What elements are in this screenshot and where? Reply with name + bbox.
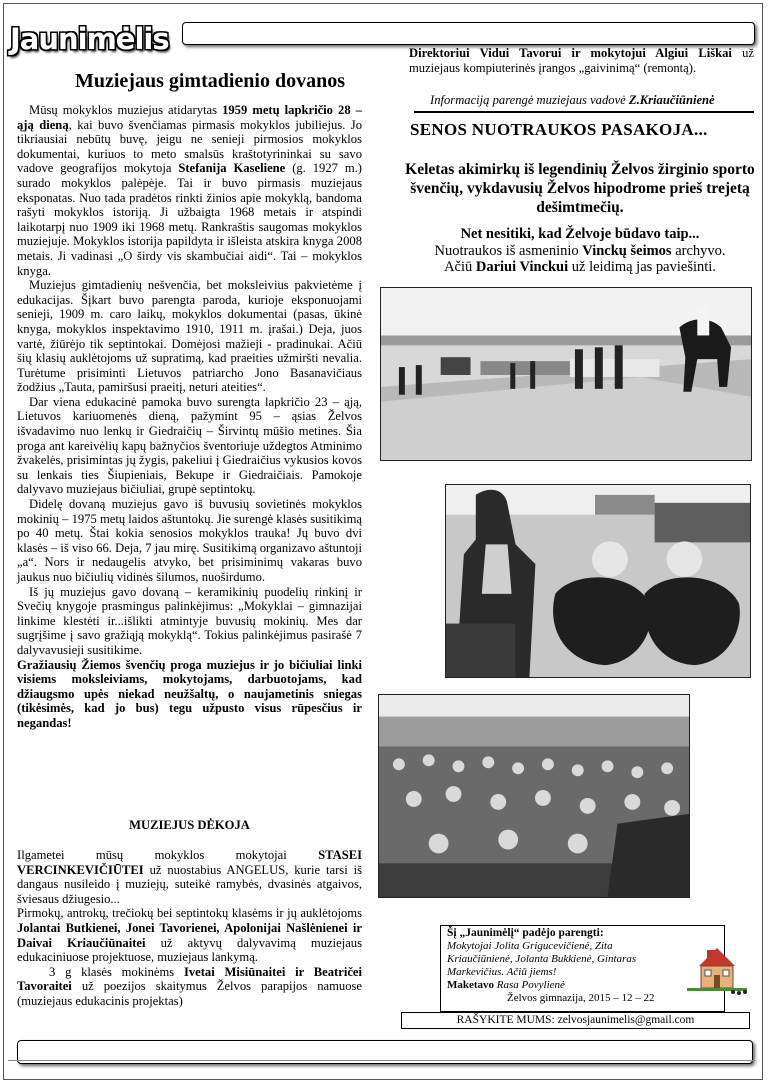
school-date: Želvos gimnazija, 2015 – 12 – 22 — [507, 992, 655, 1004]
text-segment: Stefanija Kaseliene — [178, 161, 286, 176]
info-credit — [430, 93, 760, 108]
layout-name: Rasa Povylienė — [496, 979, 565, 991]
photo-wreaths — [445, 484, 751, 678]
layout-label: Maketavo — [447, 979, 495, 991]
note-3 — [405, 259, 755, 276]
divider-rule — [414, 111, 754, 113]
note-1: Net nesitiki, kad Želvoje būdavo taip... — [460, 226, 700, 242]
thanks-1 — [17, 848, 362, 906]
credits-title: Šį „Jaunimėlį“ padėjo parengti: — [447, 927, 604, 939]
thanks-2 — [17, 906, 362, 964]
text-segment: už nuostabius ANGELUS, kurie tarsi iš dangaus nusileido į muziejų, suteikė ramybės, dvasinės atgaivos, šviesaus džiugesio... — [17, 862, 362, 906]
text-segment: už leidimą jas paviešinti. — [568, 259, 716, 275]
text-segment: STASEI VERCINKEVIČIŪTEI — [17, 848, 362, 877]
paragraph-wishes: Gražiausių Žiemos švenčių proga muziejus ir jo bičiuliai linki visiems moksleiviams, mokytojams, darbuotojams, kad džiaugsmo upės niekad neužšaltų, o naujametinis sniegas (tikėsimės, kad jo bus) tegu užpusto visus rūpesčius ir negandas! — [17, 657, 362, 730]
text-segment: už poezijos skaitymus Želvos parapijos namuose (muziejaus edukacinis projektas) — [17, 979, 362, 1008]
text-segment: Vinckų šeimos — [582, 242, 672, 259]
contact-email: RAŠYKITE MUMS: zelvosjaunimelis@gmail.com — [401, 1012, 750, 1029]
text-segment: 1959 metų lapkričio 28 – ąją dieną — [17, 103, 362, 132]
text-segment: , kai buvo švenčiamas pirmasis mokyklos jubiliejus. Jo tikriausiai nebūtų buvę, jeigu ne senieji pirmosios mokyklos dokumentai, kuriuos to meto smalsūs kraštotyrininkai su savo vadove geografijos mokytoja — [17, 117, 362, 176]
photo-crowd — [378, 694, 690, 898]
text-segment: Direktoriui Vidui Tavorui ir mokytojui Algiui Liškai — [409, 46, 732, 60]
thanks-body — [17, 848, 362, 1009]
text-segment: (g. 1927 m.) surado mokyklos palėpėje. Tai ir buvo pirmasis muziejaus eksponatas. Nuo tada pradėtos rinkti žinios apie mokyklą, bandoma rašyti mokyklos istoriją. Ji užbaigta 1968 metais ir atspindi laikotarpį nuo 1909 iki 1968 metų. Rankraštis saugomas mokyklos muziejuje. Mokyklos istorija papildyta ir išleista atskira knyga 2008 metais. Ji vadinasi „O širdy vis skambučiai aidi“. Tai – mokyklos knyga. — [17, 161, 362, 278]
article-title: Muziejaus gimtadienio dovanos — [74, 70, 346, 92]
credits-layout — [447, 979, 718, 992]
footer-line — [8, 1060, 755, 1061]
school-house-icon — [685, 942, 749, 998]
text-segment: Jolantai Butkienei, Jonei Tavorienei, Apolonijai Našlėnienei ir Daivai Kriaučiūnaitei — [17, 920, 362, 950]
text-segment: 3 g klasės mokinėms — [49, 964, 184, 979]
section-lead: Keletas akimirkų iš legendinių Želvos žirginio sporto švenčių, vykdavusių Želvos hipodrome prieš trejetą dešimtmečių. — [405, 161, 755, 216]
paragraph-2: Muziejus gimtadienių nešvenčia, bet moksleivius pakvietėme į edukacijas. Šįkart buvo parengta paroda, kurioje eksponuojami senieji, 1909 m. caro laikų, mokyklos dokumentai (pasas, ūkinė knyga, mokyklos inspektavimo 1910, 1911 m. įrašai.) Deja, juos vartė, žiūrėjo tik septintokai. Domėjosi mažieji - pradinukai. Ačiū šių klasių auklėtojoms už supratimą, kad praeities užmiršti nevalia. Turėtume prisiminti Lietuvos patriarcho Jono Basanavičiaus žodžius „Tauta, pamiršusi praeitį, neturi ateities“. — [17, 278, 362, 395]
thanks-continued — [409, 46, 754, 75]
credits-teachers: Mokytojai Jolita Grigucevičienė, Zita Kriaučiūnienė, Jolanta Bukkienė, Gintaras Markevičius. Ačiū jiems! — [447, 940, 637, 978]
paragraph-3: Dar viena edukacinė pamoka buvo surengta lapkričio 23 – ąją, Lietuvos kariuomenės dieną, pažymint 95 – ąsias Želvos išvadavimo nuo lenkų ir Giedraičių – Širvintų mūšio metines. Šia proga ant kareivėlių kapų bažnyčios šventoriuje uždegtos Atminimo žvakelės, prisimintas jų žygis, pakeliui į Giedraičius vykusios kovos su lenkais ties Šiupieniais, Bekupe ir Giedraičiais. Pamokoje dalyvavo muziejaus bičiuliai, grupė septintokų. — [17, 394, 362, 497]
text-segment: Z.Kriaučiūnienė — [628, 93, 715, 107]
section-title: SENOS NUOTRAUKOS PASAKOJA... — [410, 120, 708, 139]
text-segment: Informaciją parengė muziejaus vadovė — [430, 93, 629, 107]
text-segment: Ilgametei mūsų mokyklos mokytojai — [17, 848, 319, 862]
photo-parade — [380, 287, 752, 461]
text-segment: už muziejaus kompiuterinės įrangos „gaivinimą“ (remontą). — [409, 46, 754, 75]
masthead-logo: Jaunimėlis — [10, 22, 169, 56]
header-bar — [182, 22, 755, 45]
text-segment: Dariui Vinckui — [475, 259, 569, 275]
thanks-3 — [17, 965, 362, 1009]
text-segment: archyvo. — [671, 242, 726, 259]
paragraph-5: Iš jų muziejus gavo dovaną – keramikinių puodelių rinkinį ir Svečių knygoje prasmingus palinkėjimus: „Mokyklai – gimnazijai linkime klestėti ir...išlikti atmintyje buvusių mokinių. Mes dar sugrįšime į savo gražiąją mokyklą“. Tokius palinkėjimus pasirašė 7 dalyvavusieji susitikime. — [17, 584, 362, 657]
note-2 — [405, 243, 755, 260]
text-segment: Mūsų mokyklos muziejus atidarytas — [29, 103, 223, 117]
text-segment: Ivetai Misiūnaitei ir Beatričei Tavoraitei — [17, 964, 363, 994]
text-segment: Nuotraukos iš asmeninio — [434, 242, 583, 259]
thanks-title: MUZIEJUS DĖKOJA — [129, 818, 250, 832]
section-notes — [405, 226, 755, 276]
text-segment: Pirmokų, antrokų, trečiokų bei septintokų klasėms ir jų auklėtojoms — [17, 906, 362, 921]
paragraph-1 — [17, 103, 362, 278]
credits-box — [440, 925, 725, 1012]
article-body — [17, 103, 362, 731]
text-segment: Ačiū — [444, 259, 476, 275]
paragraph-4: Didelę dovaną muziejus gavo iš buvusių sovietinės mokyklos mokinių – 1975 metų laidos aštuntokų. Jie surengė klasės susitikimą po 40 metų. Štai kokia senosios mokyklos trauka! Jų buvo dvi klasės – iš viso 66. Deja, 7 jau mirę. Susitikimą organizavo aštuntoji „a“. Nors ir nedaugelis atvyko, bet prisiminimų vakaras buvo jaukus nuo bičiulių vidinės šilumos, nuoširdumo. — [17, 497, 362, 584]
text-segment: už aktyvų dalyvavimą muziejaus edukaciniuose projektuose, muziejaus lankymą. — [17, 935, 362, 965]
